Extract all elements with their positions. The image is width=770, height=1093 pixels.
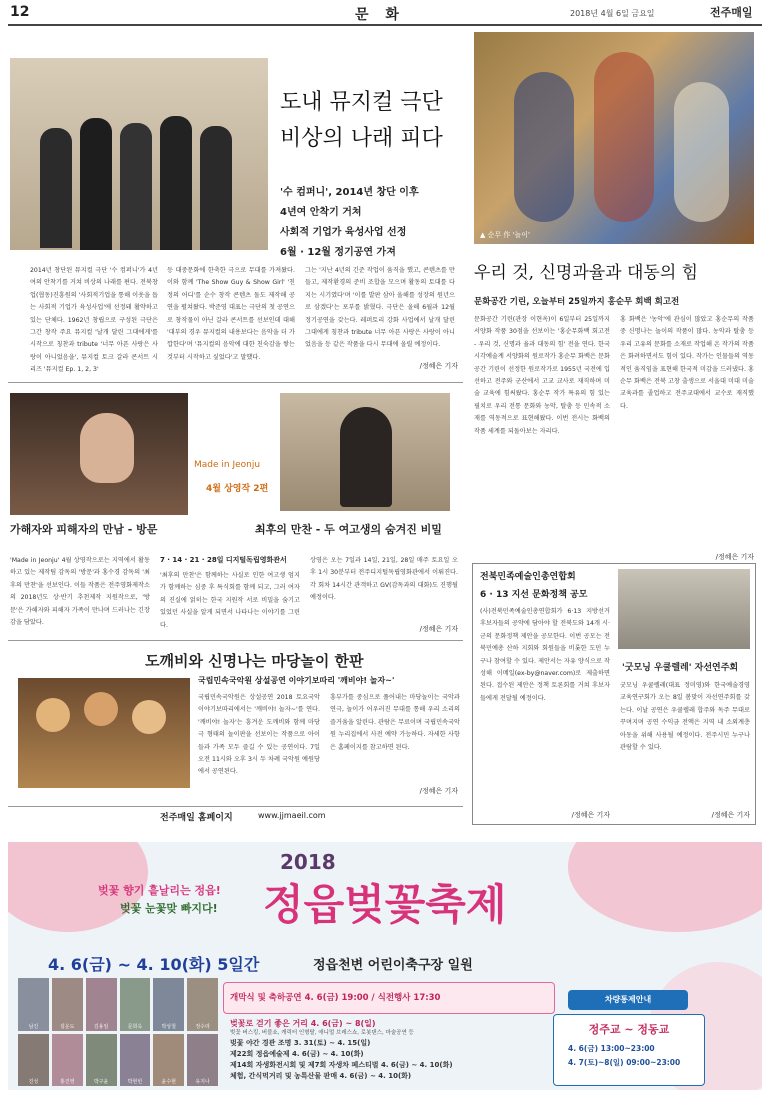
homepage-url[interactable]: www.jjmaeil.com bbox=[258, 811, 326, 820]
made-in-jeonju-label: Made in Jeonju bbox=[194, 460, 261, 470]
dokkaebi-performance-photo bbox=[18, 678, 190, 788]
article1-sub: 6월 · 12월 정기공연 가져 bbox=[280, 247, 396, 258]
performer-photo: 박현빈 bbox=[120, 1034, 151, 1087]
performer-photo: 진성 bbox=[18, 1034, 49, 1087]
article2-byline: /정혜은 기자 bbox=[715, 553, 754, 561]
article1-sub: '수 컴퍼니', 2014년 창단 이후 bbox=[280, 187, 419, 198]
event-item: 벚꽃 버스킹, 버블쇼, 캐릭터 인형탈, 애니멀 브레스쇼, 로봇댄스, 마술공연 등 bbox=[230, 1030, 414, 1036]
article5-title: 6 · 13 지선 문화정책 공모 bbox=[480, 590, 588, 600]
painting-caption: ▲ 순무 作 '놀이' bbox=[480, 231, 530, 239]
ukulele-concert-photo bbox=[618, 569, 750, 649]
article4-column-1: 국립민속국악원은 상설공연 2018 토요국악 이야기보따리에서는 '깨비야! 놀자~'를 연다. '깨비야! 놀자'는 흥겨운 도깨비와 함께 마당극 형태의 놀이판을 선보이는 작품으로 아이들과 가족 모두 즐길 수 있는 공연이다. 7일 오전 11시와 오후 3시 두 차례 국악원 예원당에서 공연된다. bbox=[198, 694, 320, 776]
event-item: 제14회 자생화전시회 및 제7회 자생차 페스티벌 4. 6(금) ~ 4. 10(화) bbox=[230, 1061, 453, 1069]
issue-date: 2018년 4월 6일 금요일 bbox=[570, 9, 655, 18]
performer-photo: 설운도 bbox=[52, 978, 83, 1031]
performer-photo: 박상철 bbox=[153, 978, 184, 1031]
article1-byline: /정혜은 기자 bbox=[419, 362, 458, 370]
divider bbox=[8, 640, 463, 641]
ad-slogan1: 벚꽃 향기 흩날리는 정읍! bbox=[98, 884, 221, 897]
event-list bbox=[230, 1018, 560, 1082]
article4-title: 도깨비와 신명나는 마당놀이 한판 bbox=[145, 652, 364, 670]
april-films-label: 4월 상영작 2편 bbox=[206, 484, 269, 494]
traffic-label-box bbox=[568, 990, 688, 1010]
ad-slogan2: 벚꽃 눈꽃맞 빠지다! bbox=[120, 902, 218, 915]
performer-grid bbox=[18, 978, 218, 1086]
ad-dates: 4. 6(금) ~ 4. 10(화) 5일간 bbox=[48, 955, 260, 974]
header-rule bbox=[8, 24, 762, 26]
article4-subtitle: 국립민속국악원 상설공연 이야기보따리 '깨비야! 놀자~' bbox=[198, 676, 395, 685]
performer-photo: 남진 bbox=[18, 978, 49, 1031]
article3-column-1: 'Made in Jeonju' 4월 상영작으로는 지역에서 활동하고 있는 제작팀 감독의 '방문'과 홍수경 감독의 '최후의 만찬'을 선보인다. 이들 작품은 전주영화제작소의 2018년도 상·반기 추천제작 지원작으로, '방문'은 가해자와 피해자 가족이 만나며 드러나는 긴장감을 담았다. bbox=[10, 557, 150, 627]
newspaper-name: 전주매일 bbox=[710, 6, 753, 19]
opening-ceremony-text: 개막식 및 축하공연 4. 6(금) 19:00 / 식전행사 17:30 bbox=[230, 993, 441, 1003]
article6-body: 굿모닝 우쿨렐레(대표 정미영)와 한국예술경영교육연구회가 오는 8일 봄맞이 자선연주회를 갖는다. 이날 공연은 우쿨렐레 합주와 독주 무대로 꾸며지며 공연 수익금 전액은 지역 내 소외계층 아동을 위해 사용될 예정이다. 전주시민 누구나 관람할 수 있다. bbox=[620, 682, 750, 752]
article5-org: 전북민족예술인총연합회 bbox=[480, 572, 576, 582]
film2-caption: 최후의 만찬 - 두 여고생의 숨겨진 비밀 bbox=[255, 523, 442, 536]
divider bbox=[8, 806, 463, 807]
festival-advertisement bbox=[8, 842, 762, 1090]
performer-photo: 윤수현 bbox=[153, 1034, 184, 1087]
event-item: 벚꽃 야간 경관 조명 3. 31(토) ~ 4. 15(일) bbox=[230, 1039, 371, 1047]
performer-photo: 홍진영 bbox=[52, 1034, 83, 1087]
article2-column-2: 홍 화백은 '농악'에 관심이 많았고 홍순무의 작품 중 신명나는 놀이의 작품이 많다. 농악과 탈춤 등 우리 고유의 문화를 소재로 작업해 온 작가의 작품은 화려하면서도 힘이 있다. 작가는 인물들의 역동적인 움직임을 표현해 한국적 미감을 드러냈다. 홍순무 화백은 전북 고창 출생으로 서울대 미대 미술교육과를 졸업하고 전주교대에서 교수로 재직했다. bbox=[620, 316, 754, 410]
article4-column-2: 흥부가를 중심으로 풀어내는 마당놀이는 국악과 연극, 놀이가 어우러진 무대를 통해 우리 소리의 즐거움을 알린다. 관람은 무료이며 국립민속국악원 누리집에서 사전 예약 가능하다. 자세한 사항은 홈페이지를 참고하면 된다. bbox=[330, 694, 460, 751]
homepage-label: 전주매일 홈페이지 bbox=[160, 813, 233, 823]
article1-sub: 4년여 안착기 거쳐 bbox=[280, 207, 362, 218]
traffic-label: 차량통제안내 bbox=[604, 995, 652, 1004]
ad-venue: 정읍천변 어린이축구장 일원 bbox=[313, 958, 473, 973]
page-number: 12 bbox=[10, 4, 30, 20]
divider bbox=[8, 382, 463, 383]
opening-ceremony-banner bbox=[223, 982, 555, 1014]
folk-painting-photo bbox=[474, 32, 754, 244]
article3-column-2-head: 7 · 14 · 21 · 28일 디지털독립영화관서 bbox=[160, 556, 287, 564]
article2-column-1: 문화공간 기린(관장 이현옥)이 6일부터 25일까지 서양화 작품 30점을 선보이는 '홍순무화백 회고전 - 우리 것, 신명과 율과 대동의 힘' 전을 연다. 한국 시각예술계 서양화의 원로작가 홍순무 화백은 문화공간 기린이 선정한 원로작가로 1955년 국전에 입선하고 전주와 군산에서 고교 교사로 재직하며 미술 교육에 힘써왔다. 홍순무 작가 특유의 힘 있는 필치로 우리 전통 문화와 농악, 탈춤 등 민속적 소재를 역동적으로 표현해왔다. 이번 전시는 화백의 작품 세계를 되돌아보는 자리다. bbox=[474, 316, 610, 435]
film-visit-still bbox=[10, 393, 188, 515]
musical-troupe-photo bbox=[10, 58, 268, 250]
performer-photo: 정수라 bbox=[187, 978, 218, 1031]
article2-subtitle: 문화공간 기린, 오늘부터 25일까지 홍순무 회백 회고전 bbox=[474, 297, 680, 307]
ad-year: 2018 bbox=[280, 850, 336, 874]
ad-title: 정읍벚꽃축제 bbox=[263, 880, 507, 929]
article1-column-1: 2014년 창단된 뮤지컬 극단 '수 컴퍼니'가 4년여의 안착기를 거쳐 비상의 나래를 편다. 전북창업(협동)진흥원의 '사회적기업을 통해 이웃을 돕는 사회적 기업가 육성사업'에 선정돼 활약하고 있는 단체다. 1962년 창립으로 구성된 극단은 그간 창작 주요 뮤지컬 '날개 달린 그대에게'를 시작으로 칭찬과 tribute '너무 아픈 사랑은 사랑이 아니었음을', 뮤지컬 토크 갈라 콘서트 시리즈 '뮤지컬 Ep. 1, 2, 3' bbox=[30, 267, 158, 374]
traffic-time: 4. 6(금) 13:00~23:00 bbox=[568, 1044, 655, 1053]
article1-title-line2: 비상의 나래 피다 bbox=[280, 126, 443, 151]
article4-byline: /정혜은 기자 bbox=[419, 787, 458, 795]
article3-column-2: '최후의 만찬'은 함께하는 사실로 인한 여고생 엄지가 함께하는 심중 후 특식회를 함께 되고, 그러 여자의 진실에 얽히는 한국 지원작 서로 비밀을 숨기고 있었던 사실을 알게 되면서 나타나는 이야기를 그린다. bbox=[160, 572, 300, 629]
article1-column-2: 등 대중문화에 한축한 극으로 무대를 가져왔다. 이와 함께 'The Show Guy & Show Girl' '친정의 어디'를 순수 창작 콘텐츠 돌도 제작해 공연을 펼쳐왔다. 박준영 대표는 극단의 첫 공연으로 창작물이 아닌 갈라 콘서트를 선보인데 대해 '대부의 경우 뮤지컬의 내용보다는 음악을 더 가깝한다'며 '뮤지컬의 음악에 대한 친숙감을 쌓는 것부터 시작하고 싶었다'고 말했다. bbox=[167, 267, 295, 361]
section-name: 문 화 bbox=[355, 7, 405, 23]
article6-title: '굿모닝 우쿨렐레' 자선연주회 bbox=[622, 663, 739, 673]
article1-title-line1: 도내 뮤지컬 극단 bbox=[280, 90, 443, 115]
article1-column-3: 그는 '지난 4년의 긴준 작업이 움직을 했고, 콘텐츠를 만들고, 제작환경의 준비 조합을 모으며 활동의 토대를 다지는 시기였다'며 '이를 발판 삼아 올해를 성장의 원년으로 삼겠다'는 포부를 밝혔다. 극단은 올해 6월과 12월 정기공연을 갖는다. 레퍼토리 강화 사업에서 날개 달린 그대에게 칭찬과 tribute 너무 아픈 사랑은 사랑이 아니었음을 등 같은 작품을 다시 무대에 올릴 예정이다. bbox=[305, 267, 455, 349]
article2-title: 우리 것, 신명과율과 대동의 힘 bbox=[474, 263, 699, 283]
event-item: 제22회 정읍예술제 4. 6(금) ~ 4. 10(화) bbox=[230, 1050, 364, 1058]
article3-byline: /정혜은 기자 bbox=[419, 625, 458, 633]
event-item: 벚꽃로 걷기 좋은 거리 4. 6(금) ~ 8(일) bbox=[230, 1019, 376, 1028]
event-item: 체험, 간식먹거리 및 농특산물 판매 4. 6(금) ~ 4. 10(화) bbox=[230, 1072, 412, 1080]
traffic-time: 4. 7(토)~8(일) 09:00~23:00 bbox=[568, 1058, 681, 1067]
traffic-route: 정주교 ~ 정동교 bbox=[588, 1023, 670, 1036]
film-last-supper-still bbox=[280, 393, 450, 511]
article1-subheads bbox=[280, 183, 460, 263]
article1-sub: 사회적 기업가 육성사업 선정 bbox=[280, 227, 407, 238]
article3-column-3: 상영은 오는 7일과 14일, 21일, 28일 매주 토요일 오후 1시 30분부터 전주디지털독립영화관에서 이뤄진다. 각 회차 14시간 관객하고 GV(감독과의 대화)도 진행될 예정이다. bbox=[310, 557, 458, 602]
traffic-info-box bbox=[553, 1014, 705, 1086]
article6-byline: /정혜은 기자 bbox=[711, 811, 750, 819]
film1-caption: 가해자와 피해자의 만남 - 방문 bbox=[10, 523, 158, 536]
performer-photo: 박구윤 bbox=[86, 1034, 117, 1087]
performer-photo: 유지나 bbox=[187, 1034, 218, 1087]
cherry-blossom-decoration bbox=[568, 842, 762, 932]
performer-photo: 김용임 bbox=[86, 978, 117, 1031]
article5-body: (사)전북민족예술인총연합회가 6·13 지방선거 후보자들의 공약에 담아야 할 전북도와 14개 시·군의 문화정책 제안을 공모한다. 이번 공모는 전북민예총 산하 지회와 회원들을 비롯한 도민 누구나 참여할 수 있다. 제안서는 자유 양식으로 작성해 이메일(ex-by@naver.com)로 제출하면 된다. 접수된 제안은 정책 토론회를 거쳐 후보자들에게 전달될 예정이다. bbox=[480, 608, 610, 702]
performer-photo: 문희옥 bbox=[120, 978, 151, 1031]
article5-byline: /정혜은 기자 bbox=[571, 811, 610, 819]
